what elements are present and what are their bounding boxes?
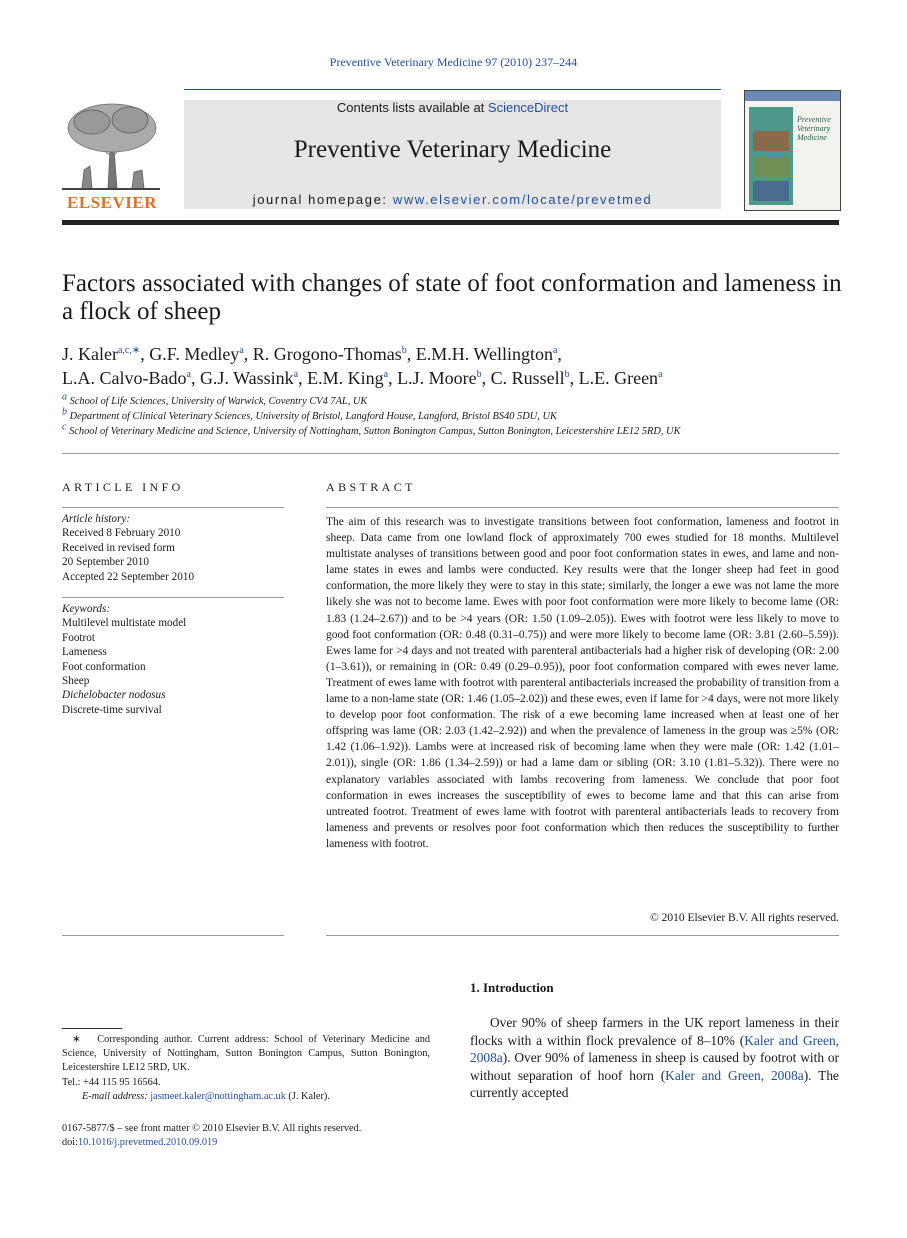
journal-cover-thumbnail[interactable]	[744, 90, 841, 211]
author-separator: ,	[190, 368, 200, 388]
affiliation-c	[62, 421, 852, 437]
front-matter-info	[62, 1122, 462, 1150]
cover-photo	[753, 157, 789, 177]
affiliation-b	[62, 406, 852, 422]
history-item: Accepted 22 September 2010	[62, 570, 195, 583]
affiliation-mark: c	[62, 421, 67, 433]
publisher-wordmark: ELSEVIER	[67, 193, 157, 212]
author-separator: ,	[406, 344, 416, 364]
tree-icon	[62, 100, 160, 192]
header-thick-rule	[62, 220, 839, 225]
keyword: Multilevel multistate model	[62, 617, 187, 630]
affiliation-mark: a	[62, 391, 67, 403]
history-item: 20 September 2010	[62, 556, 149, 569]
section-rule	[62, 453, 839, 454]
sciencedirect-link[interactable]: ScienceDirect	[487, 100, 569, 115]
footnote-text: Corresponding author. Current address: School of Veterinary Medicine and Science, University of Nottingham, Sutton Bonington Campus, Sutton Bonington, Leicestershire LE12 5RD, UK.	[62, 1034, 430, 1074]
article-info-heading: ARTICLE INFO	[62, 480, 184, 494]
info-rule	[62, 597, 284, 598]
email-link[interactable]: jasmeet.kaler@nottingham.ac.uk	[150, 1090, 286, 1102]
author-affiliation-mark[interactable]: a	[293, 369, 299, 380]
journal-title: Preventive Veterinary Medicine	[293, 136, 612, 163]
doi-link[interactable]: 10.1016/j.prevetmed.2010.09.019	[78, 1137, 218, 1149]
cover-title	[797, 115, 831, 142]
doi-label: doi:	[62, 1137, 79, 1149]
citation-link[interactable]: Kaler and Green, 2008a	[470, 1032, 840, 1066]
introduction-paragraph	[470, 1014, 839, 1102]
email-suffix: (J. Kaler).	[285, 1090, 330, 1102]
affiliation-mark: b	[62, 406, 67, 418]
author-separator: ,	[481, 368, 491, 388]
keyword: Dichelobacter nodosus	[62, 689, 166, 702]
cover-photo	[753, 131, 789, 151]
author-name: J. Kaler	[62, 344, 118, 364]
author-name: L.E. Green	[578, 368, 659, 388]
author-affiliation-mark[interactable]: a	[383, 369, 389, 380]
affiliation-text: Department of Clinical Veterinary Sciences, University of Bristol, Langford House, Langford, Bristol BS40 5DU, UK	[69, 411, 557, 422]
journal-reference[interactable]: Preventive Veterinary Medicine 97 (2010) 237–244	[329, 55, 578, 69]
author-affiliation-mark[interactable]: b	[476, 369, 482, 380]
affiliation-text: School of Life Sciences, University of Warwick, Coventry CV4 7AL, UK	[69, 396, 368, 407]
author-separator: ,	[140, 344, 150, 364]
keyword: Footrot	[62, 631, 95, 644]
history-item: Received 8 February 2010	[62, 527, 181, 540]
introduction-heading: 1. Introduction	[470, 980, 554, 995]
contents-prefix: Contents lists available at	[336, 100, 488, 115]
history-item: Received in revised form	[62, 541, 175, 554]
keyword: Lameness	[62, 646, 107, 659]
info-rule	[62, 507, 284, 508]
abstract-heading: ABSTRACT	[326, 480, 416, 494]
author-separator: ,	[557, 344, 562, 364]
header-rule	[184, 89, 721, 90]
article-title: Factors associated with changes of state of foot conformation and lameness in a flock of sheep	[62, 270, 842, 325]
author-affiliation-mark[interactable]: a	[186, 369, 191, 380]
author-separator: ,	[569, 368, 579, 388]
keywords-label: Keywords:	[62, 603, 111, 615]
keyword: Foot conformation	[62, 660, 146, 673]
email-label: E-mail address:	[82, 1090, 148, 1102]
footnote-rule	[62, 1028, 122, 1029]
intro-text: Over 90% of sheep farmers in the UK report lameness in their flocks with a within flock prevalence of 8–10% (	[470, 1015, 839, 1048]
intro-text: ). Over 90% of lameness in sheep is caused by footrot with or without separation of hoof horn (	[470, 1050, 839, 1083]
cover-title-line: Preventive	[797, 115, 831, 124]
journal-homepage	[184, 192, 721, 207]
contents-line	[184, 100, 721, 115]
article-history	[62, 512, 284, 584]
author-name: G.F. Medley	[149, 344, 240, 364]
keywords	[62, 602, 284, 717]
author-affiliation-mark[interactable]: b	[564, 369, 570, 380]
footnote-mark: ∗	[72, 1034, 81, 1045]
info-rule	[62, 935, 284, 936]
keyword: Sheep	[62, 675, 90, 688]
author-name: L.A. Calvo-Bado	[62, 368, 187, 388]
author-affiliation-mark[interactable]: b	[401, 345, 407, 356]
author-name: R. Grogono-Thomas	[252, 344, 402, 364]
author-name: L.J. Moore	[397, 368, 477, 388]
author-name: E.M.H. Wellington	[415, 344, 553, 364]
cover-top-band	[745, 91, 840, 101]
abstract-copyright: © 2010 Elsevier B.V. All rights reserved.	[650, 912, 839, 924]
affiliation-text: School of Veterinary Medicine and Science, University of Nottingham, Sutton Bonington Campus, Sutton Bonington, Leicestershire LE12 5RD, UK	[69, 426, 681, 437]
intro-text: ). The currently accepted	[470, 1067, 840, 1101]
abstract-text: The aim of this research was to investigate transitions between foot conformation, lameness and footrot in sheep. Data came from one lowland flock of approximately 700 ewes studied for 18 months. Multilevel multistate analyses of transitions between good and poor foot conformation states in ewes, and lame and non-lame states in ewes and lambs were conducted. Key results were that the longer sheep had feet in good conformation, the more likely they were to stay in this state; similarly, the longer a ewe was not lame the more likely she was not to become lame. Ewes with poor foot conformation were more likely to become lame (OR: 1.83 (1.24–2.67)) and to be >4 years (OR: 1.50 (1.09–2.05)). Ewes with footrot were less likely to move to good foot conformation (OR: 0.48 (0.31–0.75)) and were more likely to become lame (OR: 3.81 (2.60–5.59)). Ewes lame for >4 days and not treated with parenteral antibacterials had a higher risk of developing (OR: 2.00 (1–3.61)), or remaining in (OR: 0.49 (0.29–0.95)), poor foot conformation compared with ewes never lame. Treatment of ewes lame with footrot with parenteral antibacterials increased the probability of transition from a lame to a non-lame state (OR: 1.46 (1.05–2.02)) and these ewes, even if lame for >4 days, were not more likely to develop poor foot conformation. The risk of a ewe becoming lame increased when at least one of her offspring was lame (OR: 2.03 (1.42–2.92)) and when the prevalence of lameness in the group was ≥5% (OR: 1.42 (1.06–1.92)). Lambs were at increased risk of becoming lame when they were male (OR: 1.42 (1.01–2.01)), single (OR: 1.86 (1.34–2.59)) or had a lame dam or sibling (OR: 3.10 (1.81–5.32)). There were no explanatory variables associated with lambs recovering from lameness. We conclude that poor foot conformation in ewes increases the susceptibility of ewes to become lame and that this can arise from untreated footrot. Treatment of ewes lame with footrot with parenteral antibacterials leads to recovery from lameness and prevents or resolves poor foot conformation which then reduces the susceptibility to further lameness with footrot.	[326, 516, 839, 850]
cover-photo	[753, 181, 789, 201]
author-separator: ,	[243, 344, 253, 364]
homepage-link[interactable]: www.elsevier.com/locate/prevetmed	[392, 192, 653, 207]
author-affiliation-mark[interactable]: a	[239, 345, 244, 356]
author-name: G.J. Wassink	[199, 368, 294, 388]
homepage-prefix: journal homepage:	[252, 192, 393, 207]
author-affiliation-mark[interactable]: a	[658, 369, 663, 380]
author-name: C. Russell	[490, 368, 565, 388]
cover-title-line: Veterinary	[797, 124, 831, 133]
issn-line: 0167-5877/$ – see front matter © 2010 Elsevier B.V. All rights reserved.	[62, 1123, 362, 1134]
author-list	[62, 342, 842, 390]
citation-link[interactable]: Kaler and Green, 2008a	[665, 1067, 804, 1083]
author-affiliation-mark[interactable]: a	[552, 345, 558, 356]
abstract-rule	[326, 507, 839, 508]
history-label: Article history:	[62, 513, 131, 525]
author-name: E.M. King	[307, 368, 384, 388]
author-separator: ,	[298, 368, 308, 388]
abstract-rule	[326, 935, 839, 936]
footnote-telephone: Tel.: +44 115 95 16564.	[62, 1076, 161, 1088]
affiliation-a	[62, 391, 852, 407]
keyword: Discrete-time survival	[62, 703, 162, 716]
corresponding-author-footnote	[62, 1033, 430, 1104]
cover-title-line: Medicine	[797, 133, 827, 142]
author-separator: ,	[388, 368, 398, 388]
author-affiliation-mark[interactable]: a,c,∗	[117, 345, 141, 356]
